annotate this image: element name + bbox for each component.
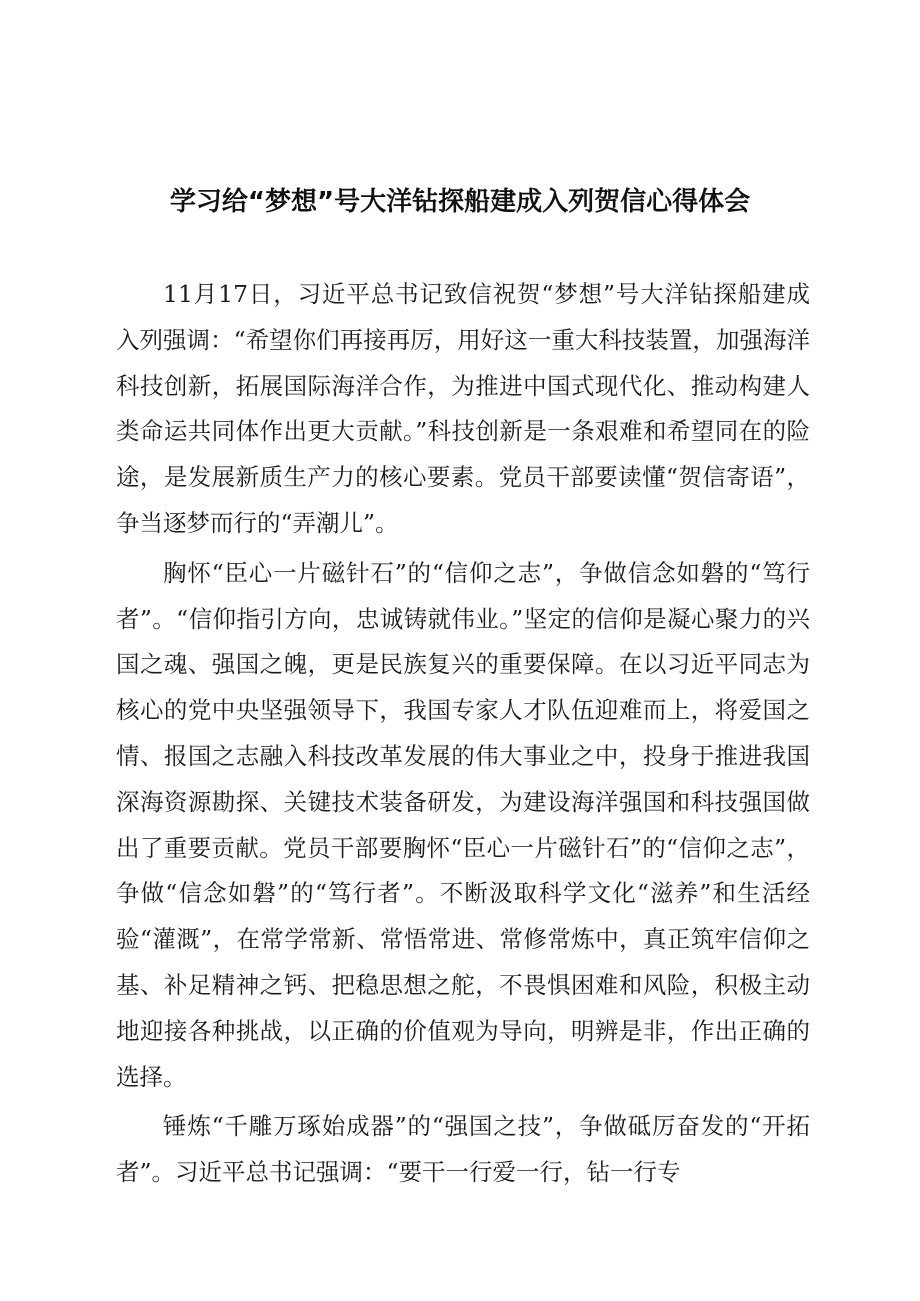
paragraph-skill: 锤炼“千雕万琢始成器”的“强国之技”，争做砥厉奋发的“开拓者”。习近平总书记强调：“要干一行爱一行，钻一行专 <box>116 1112 810 1187</box>
document-body <box>116 272 810 1200</box>
paragraph-faith: 胸怀“臣心一片磁针石”的“信仰之志”，争做信念如磐的“笃行者”。“信仰指引方向，忠诚铸就伟业。”坚定的信仰是凝心聚力的兴国之魂、强国之魄，更是民族复兴的重要保障。在以习近平同志为核心的党中央坚强领导下，我国专家人才队伍迎难而上，将爱国之情、报国之志融入科技改革发展的伟大事业之中，投身于推进我国深海资源勘探、关键技术装备研发，为建设海洋强国和科技强国做出了重要贡献。党员干部要胸怀“臣心一片磁针石”的“信仰之志”，争做“信念如磐”的“笃行者”。不断汲取科学文化“滋养”和生活经验“灌溉”，在常学常新、常悟常进、常修常炼中，真正筑牢信仰之基、补足精神之钙、把稳思想之舵，不畏惧困难和风险，积极主动地迎接各种挑战，以正确的价值观为导向，明辨是非，作出正确的选择。 <box>116 558 810 1091</box>
paragraph-intro: 11月17日，习近平总书记致信祝贺“梦想”号大洋钻探船建成入列强调：“希望你们再接再厉，用好这一重大科技装置，加强海洋科技创新，拓展国际海洋合作，为推进中国式现代化、推动构建人类命运共同体作出更大贡献。”科技创新是一条艰难和希望同在的险途，是发展新质生产力的核心要素。党员干部要读懂“贺信寄语”，争当逐梦而行的“弄潮儿”。 <box>116 280 810 537</box>
document-title: 学习给“梦想”号大洋钻探船建成入列贺信心得体会 <box>169 187 751 217</box>
